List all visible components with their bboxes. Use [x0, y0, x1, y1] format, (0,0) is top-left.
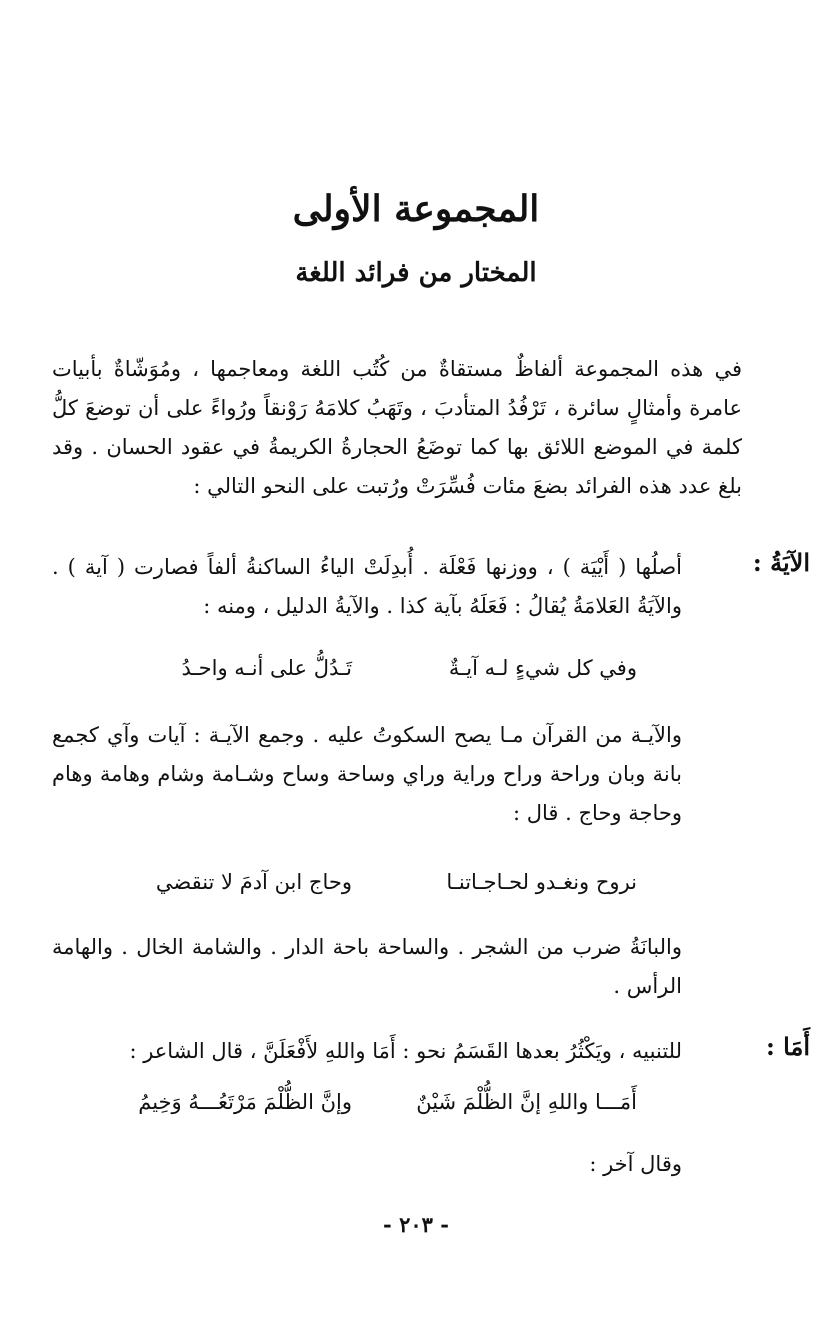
- verse-line: [52, 870, 682, 910]
- verse-line: [52, 656, 682, 696]
- entry-definition: للتنبيه ، ويَكْثُرُ بعدها القَسَمُ نحو : أَمَا واللهِ لأَفْعَلَنَّ ، قال الشاعر :: [129, 1039, 682, 1063]
- entry-paragraph: والآيـة من القرآن مـا يصح السكوتُ عليه . وجمع الآيـة : آيات وآي كجمع بانة وبان وراحة وراح وراية وراي وساحة وساح وشـامة وشام وهامة وهام وحاجة وحاج . قال :: [52, 723, 682, 825]
- intro-paragraph: في هذه المجموعة ألفاظٌ مستقاةٌ من كُتُب اللغة ومعاجمها ، ومُوَشّاةٌ بأبيات عامرة وأمثالٍ سائرة ، تَرْفُدُ المتأدبَ ، وتَهَبُ كلامَهُ رَوْنقاً ورُواءً على أن توضعَ كلُّ كلمة في الموضع اللائق بها كما توضَعُ الحجارةُ الكريمةُ في عقود الحسان . وقد بلغ عدد هذه الفرائد بضعَ مئات فُسِّرَتْ ورُتبت على النحو التالي :: [52, 357, 742, 498]
- verse-second-hemistich: وإنَّ الظُّلْمَ مَرْتَعُـــهُ وَخِيمُ: [138, 1090, 352, 1114]
- verse-second-hemistich: تَـدُلُّ على أنـه واحـدُ: [181, 656, 352, 680]
- entry-paragraph: والبانَةُ ضرب من الشجر . والساحة باحة الدار . والشامة الخال . والهامة الرأس .: [52, 935, 682, 998]
- chapter-subtitle: المختار من فرائد اللغة: [295, 258, 537, 288]
- entry-headword: أَمَا :: [765, 1032, 810, 1061]
- verse-first-hemistich: نروح ونغـدو لحـاجـاتنـا: [446, 870, 637, 894]
- chapter-title: المجموعة الأولى: [292, 188, 540, 230]
- verse-second-hemistich: وحاج ابن آدمَ لا تنقضي: [155, 870, 352, 894]
- verse-first-hemistich: وفي كل شيءٍ لـه آيـةٌ: [448, 656, 637, 680]
- entry-definition: أصلُها ( أَيْيَة ) ، ووزنها فَعْلَة . أُبدِلَتْ الياءُ الساكنةُ ألفاً فصارت ( آية ) . والآيَةُ العَلامَةُ يُقالُ : فَعَلَهُ بآية كذا . والآيةُ الدليل ، ومنه :: [52, 555, 682, 618]
- verse-line: [52, 1090, 682, 1130]
- entry-continuation: وقال آخر :: [589, 1152, 682, 1176]
- entry-headword: الآيَةُ :: [752, 548, 810, 577]
- verse-first-hemistich: أَمَـــا واللهِ إنَّ الظُّلْمَ شَيْنٌ: [416, 1090, 637, 1114]
- page-number: - ٢٠٣ -: [383, 1212, 449, 1237]
